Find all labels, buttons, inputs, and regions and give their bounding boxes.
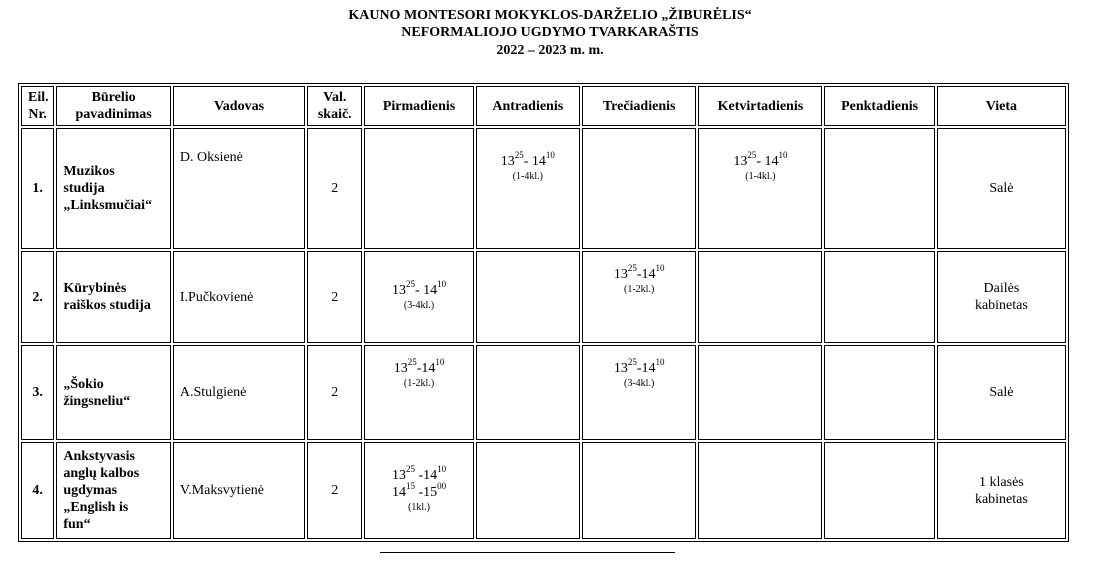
col-header-name: Būrelio pavadinimas xyxy=(56,86,171,126)
schedule-table xyxy=(18,83,1069,542)
leader-name: V.Maksvytienė xyxy=(173,442,305,539)
leader-name: D. Oksienė xyxy=(173,128,305,249)
activity-name: Muzikos studija „Linksmučiai“ xyxy=(56,128,171,249)
table-row xyxy=(21,251,1066,343)
friday-slot xyxy=(824,442,934,539)
leader-name: A.Stulgienė xyxy=(173,345,305,440)
col-header-monday: Pirmadienis xyxy=(364,86,473,126)
school-title: KAUNO MONTESORI MOKYKLOS-DARŽELIO „ŽIBURĖLIS“ xyxy=(348,8,752,23)
col-header-wednesday: Trečiadienis xyxy=(582,86,697,126)
tuesday-slot: $13^{25}-$ $14^{10}$ (1-4kl.) xyxy=(476,128,580,249)
wednesday-slot xyxy=(582,128,697,249)
place: Salė xyxy=(937,128,1066,249)
table-header-row xyxy=(21,86,1066,126)
leader-name: I.Pučkovienė xyxy=(173,251,305,343)
hours-count: 2 xyxy=(307,442,362,539)
hours-count: 2 xyxy=(307,251,362,343)
row-number: 2. xyxy=(21,251,54,343)
friday-slot xyxy=(824,128,934,249)
col-header-friday: Penktadienis xyxy=(824,86,934,126)
col-header-place: Vieta xyxy=(937,86,1066,126)
row-number: 1. xyxy=(21,128,54,249)
activity-name: „Šokio žingsneliu“ xyxy=(56,345,171,440)
thursday-slot: $13^{25}-$ $14^{10}$ (1-4kl.) xyxy=(698,128,822,249)
place: Dailės kabinetas xyxy=(937,251,1066,343)
thursday-slot xyxy=(698,442,822,539)
monday-slot: $13^{25}$ $-14^{10}$ $14^{15}$ $-15^{00}$ (1kl.) xyxy=(364,442,473,539)
school-year: 2022 – 2023 m. m. xyxy=(496,43,604,58)
thursday-slot xyxy=(698,345,822,440)
tuesday-slot xyxy=(476,442,580,539)
row-number: 4. xyxy=(21,442,54,539)
col-header-leader: Vadovas xyxy=(173,86,305,126)
table-row xyxy=(21,442,1066,539)
friday-slot xyxy=(824,251,934,343)
thursday-slot xyxy=(698,251,822,343)
monday-slot: $13^{25}-$ $14^{10}$ (3-4kl.) xyxy=(364,251,473,343)
col-header-hours: Val. skaič. xyxy=(307,86,362,126)
wednesday-slot xyxy=(582,442,697,539)
wednesday-slot: $13^{25}-14^{10}$ (1-2kl.) xyxy=(582,251,697,343)
row-number: 3. xyxy=(21,345,54,440)
col-header-nr: Eil. Nr. xyxy=(21,86,54,126)
activity-name: Kūrybinės raiškos studija xyxy=(56,251,171,343)
hours-count: 2 xyxy=(307,345,362,440)
activity-name: Ankstyvasis anglų kalbos ugdymas „English is fun“ xyxy=(56,442,171,539)
monday-slot xyxy=(364,128,473,249)
col-header-tuesday: Antradienis xyxy=(476,86,580,126)
friday-slot xyxy=(824,345,934,440)
wednesday-slot: $13^{25}-14^{10}$ (3-4kl.) xyxy=(582,345,697,440)
col-header-thursday: Ketvirtadienis xyxy=(698,86,822,126)
signature-line xyxy=(380,552,675,553)
place: 1 klasės kabinetas xyxy=(937,442,1066,539)
hours-count: 2 xyxy=(307,128,362,249)
schedule-title: NEFORMALIOJO UGDYMO TVARKARAŠTIS xyxy=(401,25,699,40)
tuesday-slot xyxy=(476,345,580,440)
place: Salė xyxy=(937,345,1066,440)
table-row xyxy=(21,128,1066,249)
table-row xyxy=(21,345,1066,440)
monday-slot: $13^{25}-14^{10}$ (1-2kl.) xyxy=(364,345,473,440)
tuesday-slot xyxy=(476,251,580,343)
